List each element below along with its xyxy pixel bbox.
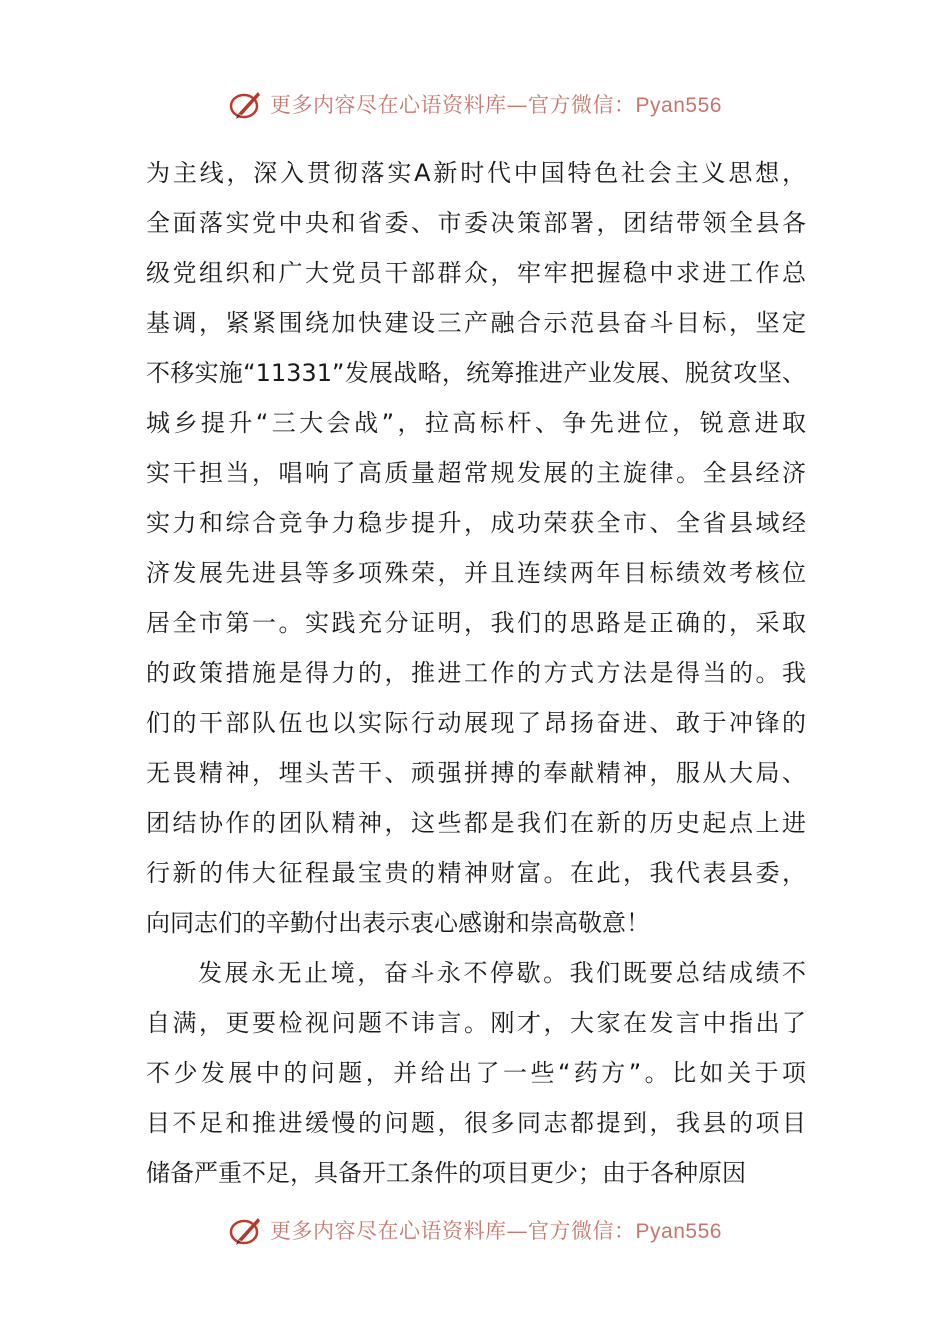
text-line: 济发展先进县等多项殊荣，并且连续两年目标绩效考核位 — [146, 559, 806, 587]
banner-wechat-id: Pyan556 — [635, 1220, 722, 1243]
text-line: 城乡提升“三大会战”，拉高标杆、争先进位，锐意进取 — [146, 409, 806, 437]
text-line: 们的干部队伍也以实际行动展现了昂扬奋进、敢于冲锋的 — [146, 709, 806, 737]
text-line: 实干担当，唱响了高质量超常规发展的主旋律。全县经济 — [146, 459, 806, 487]
banner-text: 更多内容尽在心语资料库—官方微信： — [270, 1219, 636, 1243]
text-line: 无畏精神，埋头苦干、顽强拼搏的奉献精神，服从大局、 — [146, 759, 806, 787]
text-line: 储备严重不足，具备开工条件的项目更少；由于各种原因 — [146, 1159, 746, 1187]
text-line: 向同志们的辛勤付出表示衷心感谢和崇高敬意！ — [146, 909, 650, 937]
text-line: 居全市第一。实践充分证明，我们的思路是正确的，采取 — [146, 609, 806, 637]
text-line: 发展永无止境，奋斗永不停歇。我们既要总结成绩不 — [198, 959, 806, 987]
quill-pen-logo-icon — [228, 86, 264, 122]
footer-banner — [0, 1210, 950, 1250]
text-line: 团结协作的团队精神，这些都是我们在新的历史起点上进 — [146, 809, 806, 837]
document-body — [146, 148, 806, 1198]
text-line: 实力和综合竞争力稳步提升，成功荣获全市、全省县域经 — [146, 509, 806, 537]
text-line: 目不足和推进缓慢的问题，很多同志都提到，我县的项目 — [146, 1109, 806, 1137]
text-line: 基调，紧紧围绕加快建设三产融合示范县奋斗目标，坚定 — [146, 309, 806, 337]
text-line: 的政策措施是得力的，推进工作的方式方法是得当的。我 — [146, 659, 806, 687]
paragraph — [146, 148, 806, 948]
text-line: 不少发展中的问题，并给出了一些“药方”。比如关于项 — [146, 1059, 806, 1087]
text-line: 行新的伟大征程最宝贵的精神财富。在此，我代表县委， — [146, 859, 806, 887]
text-line: 不移实施“11331”发展战略，统筹推进产业发展、脱贫攻坚、 — [146, 359, 806, 387]
header-banner — [0, 84, 950, 124]
text-line: 全面落实党中央和省委、市委决策部署，团结带领全县各 — [146, 209, 806, 237]
text-line: 为主线，深入贯彻落实A新时代中国特色社会主义思想， — [146, 159, 806, 187]
paragraph — [146, 948, 806, 1198]
text-line: 级党组织和广大党员干部群众，牢牢把握稳中求进工作总 — [146, 259, 806, 287]
banner-wechat-id: Pyan556 — [635, 94, 722, 117]
text-line: 自满，更要检视问题不讳言。刚才，大家在发言中指出了 — [146, 1009, 806, 1037]
quill-pen-logo-icon — [228, 1212, 264, 1248]
banner-text: 更多内容尽在心语资料库—官方微信： — [270, 93, 636, 117]
